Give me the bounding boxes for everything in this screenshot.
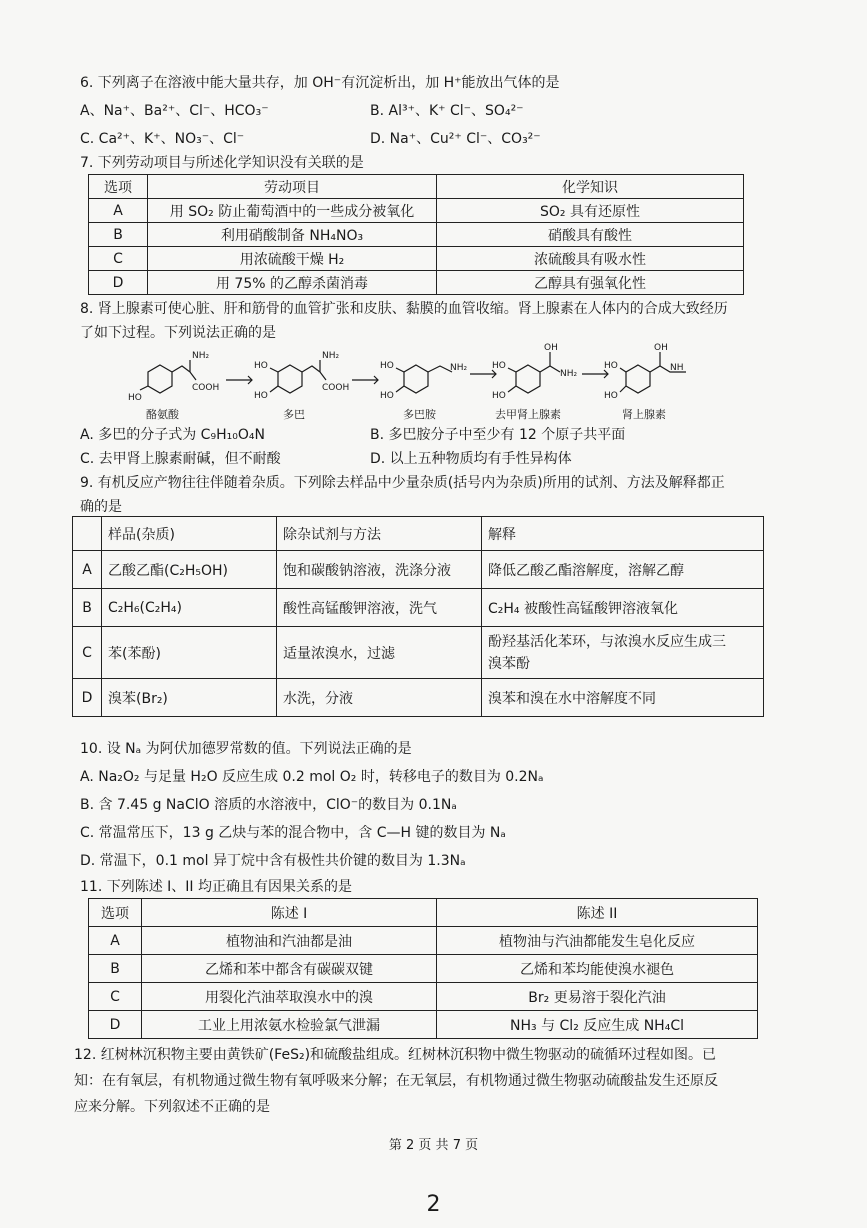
q9-cell-line1: 酚羟基活化苯环，与浓溴水反应生成三 — [488, 633, 726, 650]
page-number: 2 — [426, 1192, 441, 1217]
q11-header-statement-1: 陈述 I — [142, 899, 437, 927]
q7-cell: 利用硝酸制备 NH₄NO₃ — [148, 223, 437, 247]
table-row — [89, 199, 744, 223]
q6-option-b: B. Al³⁺、K⁺ Cl⁻、SO₄²⁻ — [370, 103, 524, 119]
q9-cell: D — [73, 679, 102, 717]
q11-cell: 工业上用浓氨水检验氯气泄漏 — [142, 1011, 437, 1039]
q9-header-blank — [73, 517, 102, 551]
svg-text:HO: HO — [604, 391, 618, 401]
q9-cell: 降低乙酸乙酯溶解度，溶解乙醇 — [482, 551, 764, 589]
q12-line2: 知：在有氧层，有机物通过微生物有氧呼吸来分解；在无氧层，有机物通过微生物驱动硫酸盐发生还原反 — [74, 1073, 718, 1089]
q7-cell: C — [89, 247, 148, 271]
svg-text:NH: NH — [670, 363, 684, 373]
q9-cell: 苯(苯酚) — [102, 627, 277, 679]
compound-label-dopamine: 多巴胺 — [403, 408, 436, 421]
q10-option-d: D. 常温下，0.1 mol 异丁烷中含有极性共价键的数目为 1.3Nₐ — [80, 853, 466, 869]
q8-option-b: B. 多巴胺分子中至少有 12 个原子共平面 — [370, 427, 626, 443]
svg-text:COOH: COOH — [322, 383, 350, 393]
q6-option-a: A、Na⁺、Ba²⁺、Cl⁻、HCO₃⁻ — [80, 103, 269, 119]
svg-text:OH: OH — [544, 343, 558, 353]
q8-stem-line2: 了如下过程。下列说法正确的是 — [80, 325, 276, 341]
table-row — [73, 551, 764, 589]
q10-option-a: A. Na₂O₂ 与足量 H₂O 反应生成 0.2 mol O₂ 时，转移电子的数目为 0.2Nₐ — [80, 769, 544, 785]
q7-cell: 用 75% 的乙醇杀菌消毒 — [148, 271, 437, 295]
svg-text:COOH: COOH — [192, 383, 220, 393]
q9-header-method: 除杂试剂与方法 — [277, 517, 482, 551]
q11-header-statement-2: 陈述 II — [437, 899, 758, 927]
q8-option-d: D. 以上五种物质均有手性异构体 — [370, 451, 572, 467]
svg-text:HO: HO — [492, 391, 506, 401]
q9-stem-line1: 9. 有机反应产物往往伴随着杂质。下列除去样品中少量杂质(括号内为杂质)所用的试剂、方法及解释都正 — [80, 475, 725, 491]
table-row — [89, 955, 758, 983]
q11-cell: D — [89, 1011, 142, 1039]
q11-table — [88, 898, 758, 1039]
svg-text:HO: HO — [380, 391, 394, 401]
svg-text:HO: HO — [380, 361, 394, 371]
q10-stem: 10. 设 Nₐ 为阿伏加德罗常数的值。下列说法正确的是 — [80, 741, 412, 757]
q11-cell: 乙烯和苯均能使溴水褪色 — [437, 955, 758, 983]
q9-cell: 水洗，分液 — [277, 679, 482, 717]
svg-text:NH₂: NH₂ — [322, 351, 340, 361]
q7-cell: A — [89, 199, 148, 223]
q11-cell: 植物油和汽油都是油 — [142, 927, 437, 955]
table-row — [73, 627, 764, 679]
q9-cell: 溴苯(Br₂) — [102, 679, 277, 717]
svg-text:HO: HO — [254, 361, 268, 371]
svg-text:HO: HO — [492, 361, 506, 371]
compound-label-tyrosine: 酪氨酸 — [146, 408, 179, 421]
q9-header-sample: 样品(杂质) — [102, 517, 277, 551]
q11-cell: C — [89, 983, 142, 1011]
q6-option-c: C. Ca²⁺、K⁺、NO₃⁻、Cl⁻ — [80, 131, 245, 147]
q12-line3: 应来分解。下列叙述不正确的是 — [74, 1099, 270, 1115]
svg-text:HO: HO — [254, 391, 268, 401]
table-row — [73, 589, 764, 627]
q10-option-c: C. 常温常压下，13 g 乙炔与苯的混合物中，含 C—H 键的数目为 Nₐ — [80, 825, 506, 841]
q11-header-option: 选项 — [89, 899, 142, 927]
q7-cell: SO₂ 具有还原性 — [437, 199, 744, 223]
q9-cell: A — [73, 551, 102, 589]
q7-header-option: 选项 — [89, 175, 148, 199]
q11-cell: 植物油与汽油都能发生皂化反应 — [437, 927, 758, 955]
q11-cell: B — [89, 955, 142, 983]
q7-header-task: 劳动项目 — [148, 175, 437, 199]
q9-cell: 溴苯和溴在水中溶解度不同 — [482, 679, 764, 717]
q11-cell: A — [89, 927, 142, 955]
q7-cell: 浓硫酸具有吸水性 — [437, 247, 744, 271]
q8-option-c: C. 去甲肾上腺素耐碱，但不耐酸 — [80, 451, 281, 467]
q9-table — [72, 516, 764, 717]
q11-stem: 11. 下列陈述 I、II 均正确且有因果关系的是 — [80, 879, 353, 895]
q8-stem-line1: 8. 肾上腺素可使心脏、肝和筋骨的血管扩张和皮肤、黏膜的血管收缩。肾上腺素在人体内的合成大致经历 — [80, 301, 728, 317]
q7-header-knowledge: 化学知识 — [437, 175, 744, 199]
q11-cell: Br₂ 更易溶于裂化汽油 — [437, 983, 758, 1011]
svg-text:OH: OH — [654, 343, 668, 353]
q9-cell: C₂H₄ 被酸性高锰酸钾溶液氧化 — [482, 589, 764, 627]
compound-label-dopa: 多巴 — [283, 408, 305, 421]
q9-cell: C₂H₆(C₂H₄) — [102, 589, 277, 627]
q9-header-explanation: 解释 — [482, 517, 764, 551]
q7-stem: 7. 下列劳动项目与所述化学知识没有关联的是 — [80, 155, 364, 171]
svg-text:HO: HO — [128, 393, 142, 403]
svg-text:NH₂: NH₂ — [560, 369, 578, 379]
compound-label-norepinephrine: 去甲肾上腺素 — [495, 408, 561, 421]
q9-cell: 乙酸乙酯(C₂H₅OH) — [102, 551, 277, 589]
q7-cell: 乙醇具有强氧化性 — [437, 271, 744, 295]
q6-option-d: D. Na⁺、Cu²⁺ Cl⁻、CO₃²⁻ — [370, 131, 541, 147]
q11-cell: NH₃ 与 Cl₂ 反应生成 NH₄Cl — [437, 1011, 758, 1039]
table-row — [89, 271, 744, 295]
svg-text:NH₂: NH₂ — [192, 351, 210, 361]
page-footer: 第 2 页 共 7 页 — [388, 1138, 479, 1153]
table-row — [89, 983, 758, 1011]
q9-cell: 适量浓溴水，过滤 — [277, 627, 482, 679]
q9-cell: B — [73, 589, 102, 627]
q9-cell: 饱和碳酸钠溶液，洗涤分液 — [277, 551, 482, 589]
q9-cell: C — [73, 627, 102, 679]
compound-label-epinephrine: 肾上腺素 — [622, 408, 666, 421]
table-row — [89, 247, 744, 271]
benzene-ring — [626, 365, 650, 393]
q11-cell: 用裂化汽油萃取溴水中的溴 — [142, 983, 437, 1011]
q7-cell: 用 SO₂ 防止葡萄酒中的一些成分被氧化 — [148, 199, 437, 223]
q9-cell — [482, 627, 764, 679]
q8-option-a: A. 多巴的分子式为 C₉H₁₀O₄N — [80, 427, 265, 443]
q7-cell: 用浓硫酸干燥 H₂ — [148, 247, 437, 271]
q7-cell: 硝酸具有酸性 — [437, 223, 744, 247]
benzene-ring — [278, 365, 302, 393]
svg-text:HO: HO — [604, 361, 618, 371]
benzene-ring — [148, 365, 172, 393]
table-row — [89, 223, 744, 247]
benzene-ring — [516, 365, 540, 393]
svg-text:NH₂: NH₂ — [450, 363, 468, 373]
benzene-ring — [404, 365, 428, 393]
table-row — [89, 1011, 758, 1039]
table-row — [73, 679, 764, 717]
q12-line1: 12. 红树林沉积物主要由黄铁矿(FeS₂)和硫酸盐组成。红树林沉积物中微生物驱动的硫循环过程如图。已 — [74, 1047, 717, 1063]
table-row — [89, 927, 758, 955]
q7-cell: D — [89, 271, 148, 295]
q9-stem-line2: 确的是 — [80, 499, 122, 515]
q7-table — [88, 174, 744, 295]
q11-cell: 乙烯和苯中都含有碳碳双键 — [142, 955, 437, 983]
q7-cell: B — [89, 223, 148, 247]
q9-cell-line2: 溴苯酚 — [488, 655, 530, 672]
q9-cell: 酸性高锰酸钾溶液，洗气 — [277, 589, 482, 627]
q6-stem: 6. 下列离子在溶液中能大量共存，加 OH⁻有沉淀析出，加 H⁺能放出气体的是 — [80, 75, 560, 91]
q10-option-b: B. 含 7.45 g NaClO 溶质的水溶液中，ClO⁻的数目为 0.1Nₐ — [80, 797, 457, 813]
